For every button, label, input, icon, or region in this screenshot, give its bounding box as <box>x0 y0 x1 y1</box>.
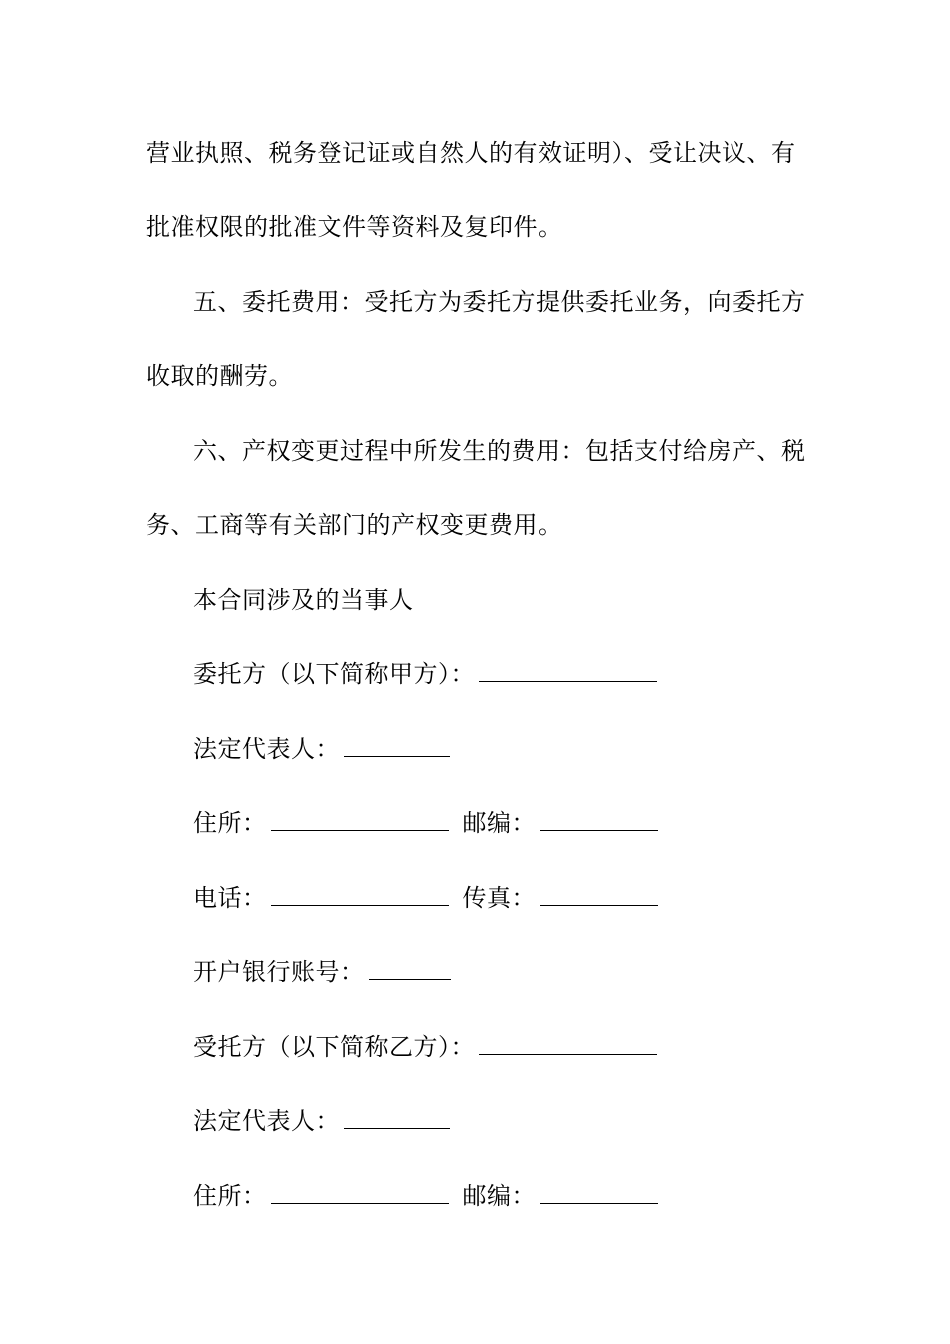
legal-rep-label: 法定代表人： <box>193 735 340 763</box>
principal-bank-row <box>193 957 451 987</box>
principal-address-row <box>193 808 658 838</box>
postcode-label: 邮编： <box>462 1182 536 1210</box>
principal-row <box>193 659 657 689</box>
phone-label: 电话： <box>193 884 267 912</box>
agent-row <box>193 1032 657 1062</box>
paragraph-line: 营业执照、税务登记证或自然人的有效证明）、受让决议、有 <box>146 139 796 167</box>
legal-rep-field[interactable] <box>344 1106 450 1129</box>
address-field[interactable] <box>271 1181 449 1204</box>
phone-field[interactable] <box>271 883 449 906</box>
postcode-label: 邮编： <box>462 809 536 837</box>
parties-heading: 本合同涉及的当事人 <box>193 586 414 614</box>
legal-rep-field[interactable] <box>344 734 450 757</box>
bank-account-label: 开户银行账号： <box>193 958 365 986</box>
agent-address-row <box>193 1181 658 1211</box>
clause-six-line: 务、工商等有关部门的产权变更费用。 <box>146 511 563 539</box>
agent-label: 受托方（以下简称乙方）： <box>193 1033 475 1061</box>
principal-legal-rep-row <box>193 734 450 764</box>
agent-legal-rep-row <box>193 1106 450 1136</box>
postcode-field[interactable] <box>540 808 658 831</box>
legal-rep-label: 法定代表人： <box>193 1107 340 1135</box>
principal-name-field[interactable] <box>479 659 657 682</box>
fax-field[interactable] <box>540 883 658 906</box>
fax-label: 传真： <box>462 884 536 912</box>
clause-five-line: 五、委托费用：受托方为委托方提供委托业务，向委托方 <box>193 288 806 316</box>
postcode-field[interactable] <box>540 1181 658 1204</box>
agent-name-field[interactable] <box>479 1032 657 1055</box>
paragraph-line: 批准权限的批准文件等资料及复印件。 <box>146 213 563 241</box>
principal-label: 委托方（以下简称甲方）： <box>193 660 475 688</box>
principal-phone-row <box>193 883 658 913</box>
address-field[interactable] <box>271 808 449 831</box>
clause-six-line: 六、产权变更过程中所发生的费用：包括支付给房产、税 <box>193 437 806 465</box>
address-label: 住所： <box>193 809 267 837</box>
clause-five-line: 收取的酬劳。 <box>146 362 293 390</box>
address-label: 住所： <box>193 1182 267 1210</box>
bank-account-field[interactable] <box>369 957 451 980</box>
